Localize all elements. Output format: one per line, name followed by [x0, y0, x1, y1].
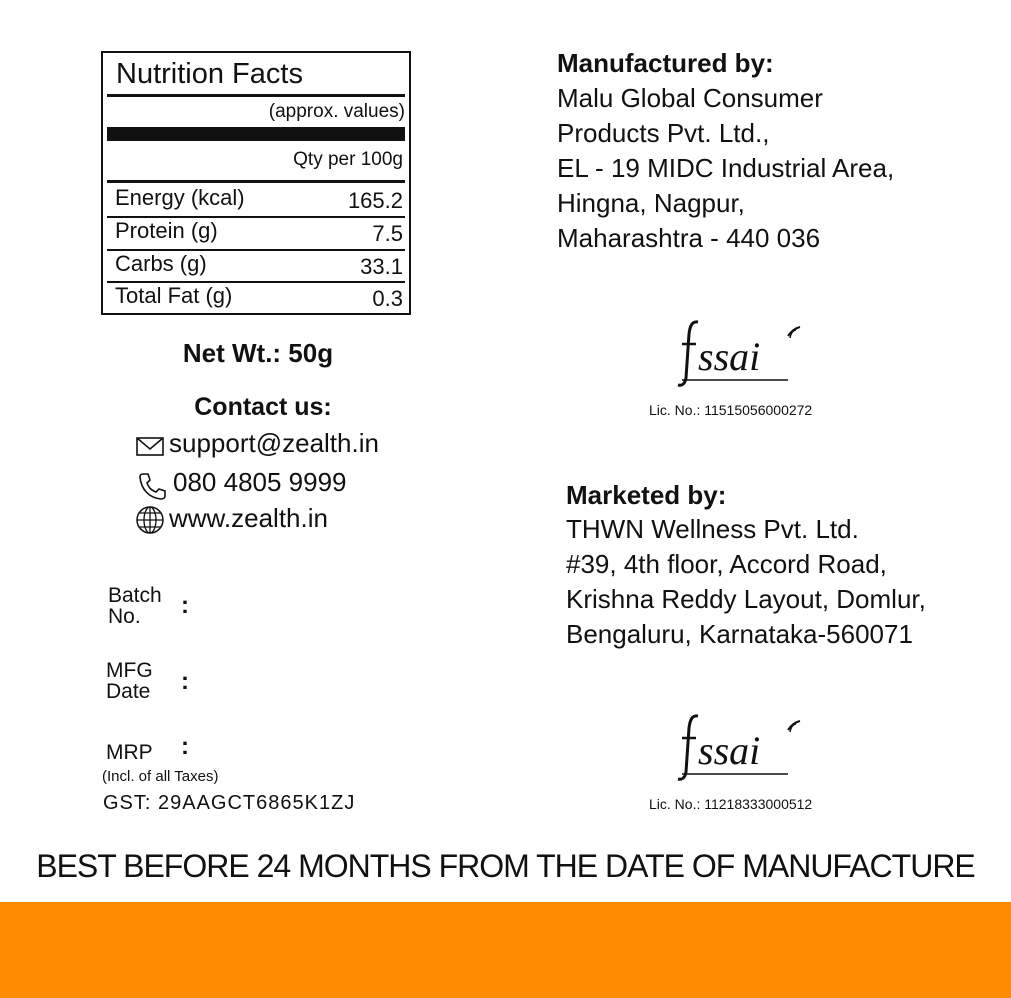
- globe-icon: [135, 505, 165, 535]
- address-line: #39, 4th floor, Accord Road,: [566, 549, 887, 579]
- nutrition-row: [107, 183, 405, 215]
- nutrient-value: 7.5: [372, 221, 403, 246]
- nutrient-value: 33.1: [360, 254, 403, 279]
- mail-icon: [135, 431, 165, 461]
- net-weight: Net Wt.: 50g: [182, 338, 334, 368]
- batch-label-line1: Batch: [108, 584, 162, 607]
- address-line: EL - 19 MIDC Industrial Area,: [557, 153, 895, 183]
- nutrition-row: [107, 249, 405, 281]
- mfg-label-line1: MFG: [106, 659, 153, 682]
- incl-taxes-note: (Incl. of all Taxes): [102, 768, 219, 785]
- mrp-label: MRP: [106, 741, 153, 764]
- divider: [107, 94, 405, 97]
- address-line: THWN Wellness Pvt. Ltd.: [566, 514, 859, 544]
- marketer-license: Lic. No.: 11218333000512: [649, 796, 813, 812]
- address-line: Bengaluru, Karnataka-560071: [566, 619, 913, 649]
- manufacturer-license: Lic. No.: 11515056000272: [649, 402, 813, 418]
- marketer-address: [566, 512, 926, 652]
- address-line: Krishna Reddy Layout, Domlur,: [566, 584, 926, 614]
- svg-text:ssai: ssai: [698, 334, 761, 379]
- nutrient-label: Total Fat (g): [115, 283, 233, 308]
- manufacturer-address: [557, 81, 894, 256]
- address-line: Products Pvt. Ltd.,: [557, 118, 770, 148]
- mfg-label: [106, 660, 153, 702]
- nutrition-row: [107, 216, 405, 248]
- approx-note: (approx. values): [268, 101, 405, 122]
- address-line: Maharashtra - 440 036: [557, 223, 821, 253]
- contact-title: Contact us:: [194, 393, 332, 421]
- nutrition-title: Nutrition Facts: [116, 58, 303, 90]
- nutrient-value: 165.2: [347, 188, 403, 213]
- svg-text:ssai: ssai: [698, 728, 761, 773]
- batch-label-line2: No.: [108, 605, 141, 628]
- best-before-notice: BEST BEFORE 24 MONTHS FROM THE DATE OF MANUFACTURE: [36, 848, 975, 884]
- marketer-heading: Marketed by:: [566, 480, 727, 510]
- nutrient-label: Carbs (g): [115, 251, 207, 276]
- mrp-colon: :: [181, 733, 189, 760]
- orange-band: [0, 902, 1011, 998]
- batch-label: [108, 585, 162, 627]
- email-link[interactable]: support@zealth.in: [169, 428, 379, 458]
- thick-divider: [107, 127, 405, 141]
- batch-colon: :: [181, 592, 189, 619]
- manufacturer-heading: Manufactured by:: [557, 48, 774, 78]
- website-link[interactable]: www.zealth.in: [169, 503, 328, 533]
- qty-header: Qty per 100g: [293, 149, 403, 170]
- nutrient-label: Energy (kcal): [115, 185, 245, 210]
- address-line: Hingna, Nagpur,: [557, 188, 745, 218]
- mfg-colon: :: [181, 668, 189, 695]
- mfg-label-line2: Date: [106, 680, 151, 703]
- phone-icon: [137, 471, 167, 501]
- fssai-logo: [676, 712, 806, 782]
- nutrition-row: [107, 281, 405, 313]
- phone-number[interactable]: 080 4805 9999: [173, 467, 347, 497]
- address-line: Malu Global Consumer: [557, 83, 823, 113]
- nutrient-value: 0.3: [372, 286, 403, 311]
- nutrition-facts-table: [101, 51, 411, 315]
- gst-number: GST: 29AAGCT6865K1ZJ: [103, 792, 356, 814]
- nutrient-label: Protein (g): [115, 218, 218, 243]
- fssai-logo: [676, 318, 806, 388]
